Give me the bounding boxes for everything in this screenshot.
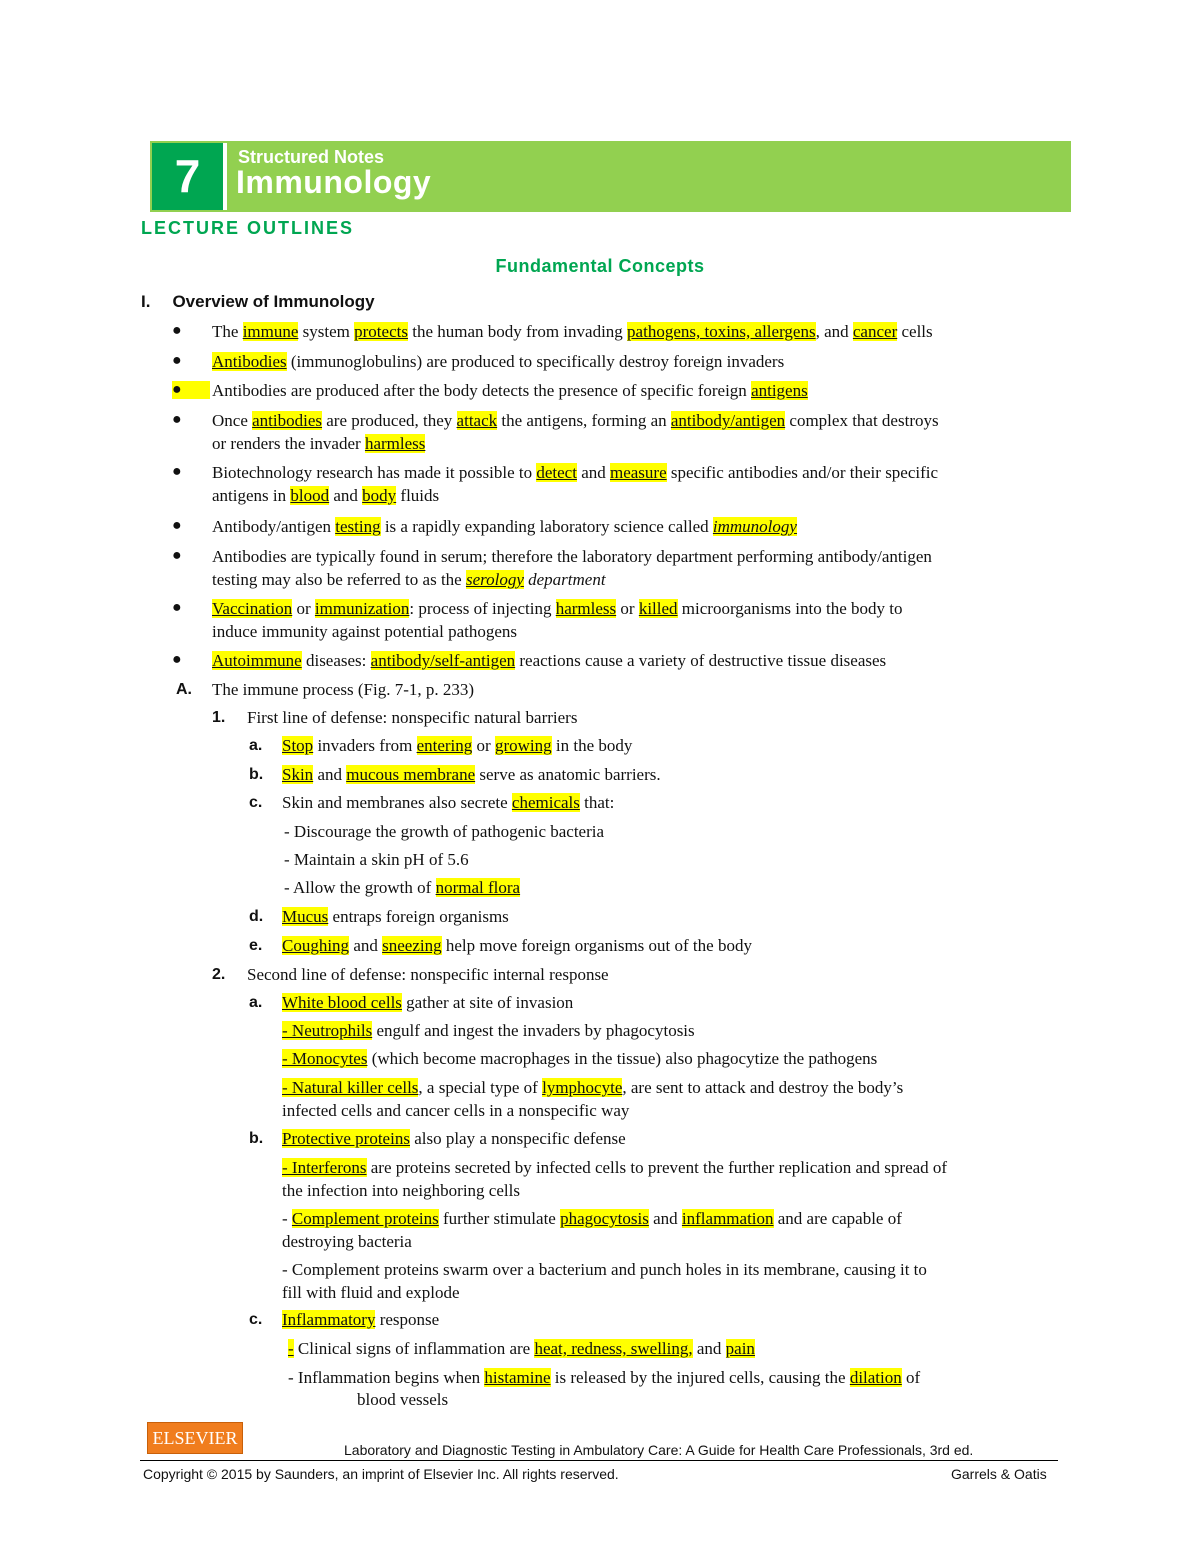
outline-item-1: First line of defense: nonspecific natural barriers	[247, 708, 578, 727]
list-item-continuation: or renders the invader harmless	[212, 434, 426, 453]
sub-item-continuation: the infection into neighboring cells	[282, 1181, 520, 1200]
sub-item: - Monocytes (which become macrophages in the tissue) also phagocytize the pathogens	[282, 1049, 878, 1068]
bullet-icon: ●	[172, 547, 182, 564]
list-item: Antibody/antigen testing is a rapidly expanding laboratory science called immunology	[212, 517, 797, 536]
list-item: Vaccination or immunization: process of injecting harmless or killed microorganisms into the body to	[212, 599, 903, 618]
chapter-number: 7	[152, 143, 227, 210]
footer-divider	[140, 1460, 1058, 1461]
list-item: Antibodies (immunoglobulins) are produced to specifically destroy foreign invaders	[212, 352, 785, 371]
sub-item-continuation: fill with fluid and explode	[282, 1283, 460, 1302]
outline-item-1c: Skin and membranes also secrete chemicals that:	[282, 793, 615, 812]
sub-item-continuation: infected cells and cancer cells in a nonspecific way	[282, 1101, 630, 1120]
outline-item-2c: Inflammatory response	[282, 1310, 440, 1329]
sub-item-continuation: destroying bacteria	[282, 1232, 412, 1251]
sub-item-continuation: blood vessels	[357, 1390, 449, 1409]
outline-marker: b.	[249, 1130, 264, 1147]
banner-subtitle: Structured Notes	[238, 147, 385, 167]
list-item: Autoimmune diseases: antibody/self-antigen reactions cause a variety of destructive tissue diseases	[212, 651, 887, 670]
bullet-icon: ●	[172, 651, 182, 668]
outline-marker: e.	[249, 937, 263, 954]
sub-item: - Inflammation begins when histamine is released by the injured cells, causing the dilation of	[288, 1368, 921, 1387]
list-item: Antibodies are produced after the body detects the presence of specific foreign antigens	[212, 381, 808, 400]
list-item-continuation: antigens in blood and body fluids	[212, 486, 440, 505]
sub-item: - Allow the growth of normal flora	[284, 878, 521, 897]
outline-marker: b.	[249, 766, 264, 783]
outline-item-2a: White blood cells gather at site of invasion	[282, 993, 574, 1012]
bullet-icon: ●	[172, 599, 182, 616]
list-item: The immune system protects the human body from invading pathogens, toxins, allergens, and cancer cells	[212, 322, 933, 341]
outline-marker: 2.	[212, 966, 226, 983]
outline-marker: a.	[249, 737, 263, 754]
list-item: Once antibodies are produced, they attack the antigens, forming an antibody/antigen complex that destroys	[212, 411, 939, 430]
outline-item-1b: Skin and mucous membrane serve as anatomic barriers.	[282, 765, 661, 784]
bullet-icon: ●	[172, 352, 182, 369]
chapter-banner	[150, 141, 1071, 212]
outline-marker: d.	[249, 908, 264, 925]
sub-item: - Natural killer cells, a special type of lymphocyte, are sent to attack and destroy the body’s	[282, 1078, 904, 1097]
bullet-icon: ●	[172, 463, 182, 480]
sub-item: - Neutrophils engulf and ingest the invaders by phagocytosis	[282, 1021, 695, 1040]
list-item-continuation: induce immunity against potential pathogens	[212, 622, 517, 641]
outline-marker: a.	[249, 994, 263, 1011]
outline-marker: c.	[249, 1311, 263, 1328]
outline-marker: c.	[249, 794, 263, 811]
outline-item-A: The immune process (Fig. 7-1, p. 233)	[212, 680, 475, 699]
outline-item-1a: Stop invaders from entering or growing in the body	[282, 736, 633, 755]
outline-item-1e: Coughing and sneezing help move foreign organisms out of the body	[282, 936, 752, 955]
footer-book-title: Laboratory and Diagnostic Testing in Ambulatory Care: A Guide for Health Care Professionals, 3rd ed.	[344, 1442, 974, 1458]
bullet-icon: ●	[172, 322, 182, 339]
footer-authors: Garrels & Oatis	[951, 1466, 1047, 1482]
sub-item: - Interferons are proteins secreted by infected cells to prevent the further replication and spread of	[282, 1158, 948, 1177]
elsevier-logo: ELSEVIER	[147, 1422, 243, 1454]
sub-item: - Discourage the growth of pathogenic bacteria	[284, 822, 605, 841]
list-item-continuation: testing may also be referred to as the serology department	[212, 570, 606, 589]
bullet-icon: ●	[172, 381, 210, 399]
list-item: Antibodies are typically found in serum; therefore the laboratory department performing antibody/antigen	[212, 547, 932, 566]
sub-item: - Clinical signs of inflammation are heat, redness, swelling, and pain	[288, 1339, 755, 1358]
outline-item-1d: Mucus entraps foreign organisms	[282, 907, 509, 926]
outline-marker: 1.	[212, 709, 226, 726]
sub-item: - Complement proteins swarm over a bacterium and punch holes in its membrane, causing it to	[282, 1260, 927, 1279]
banner-title: Immunology	[236, 164, 432, 200]
list-item: Biotechnology research has made it possible to detect and measure specific antibodies and/or their specific	[212, 463, 939, 482]
outline-item-2b: Protective proteins also play a nonspecific defense	[282, 1129, 626, 1148]
outline-item-2: Second line of defense: nonspecific internal response	[247, 965, 609, 984]
footer-copyright: Copyright © 2015 by Saunders, an imprint of Elsevier Inc. All rights reserved.	[143, 1466, 619, 1482]
sub-item: - Maintain a skin pH of 5.6	[284, 850, 469, 869]
bullet-icon: ●	[172, 517, 182, 534]
lecture-outlines-heading: LECTURE OUTLINES	[141, 218, 355, 238]
sub-item: - Complement proteins further stimulate phagocytosis and inflammation and are capable of	[282, 1209, 902, 1228]
heading-I: I. Overview of Immunology	[141, 292, 375, 311]
bullet-icon: ●	[172, 411, 182, 428]
outline-marker: A.	[176, 681, 192, 698]
section-title: Fundamental Concepts	[495, 256, 705, 276]
